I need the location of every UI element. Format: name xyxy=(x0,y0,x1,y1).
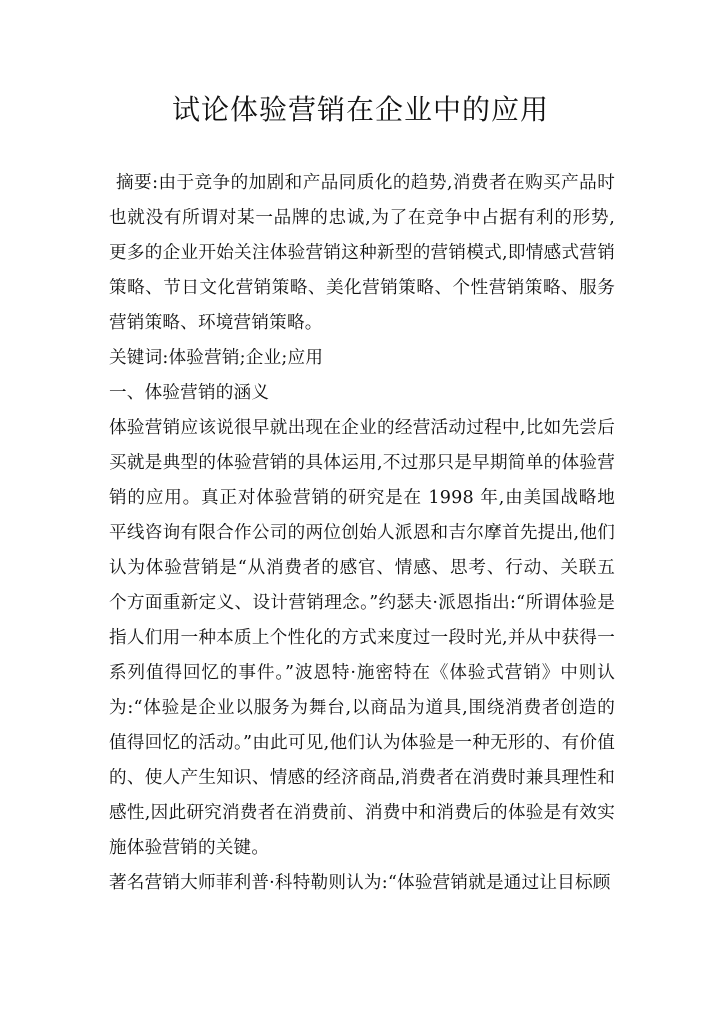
keywords-paragraph: 关键词:体验营销;企业;应用 xyxy=(109,348,324,368)
document-title: 试论体验营销在企业中的应用 xyxy=(171,93,549,126)
document-body xyxy=(109,166,615,901)
body-paragraph: 体验营销应该说很早就出现在企业的经营活动过程中,比如先尝后买就是典型的体验营销的具体运用,不过那只是早期简单的体验营销的应用。真正对体验营销的研究是在 1998 年,由美国战略地平线咨询有限合作公司的两位创始人派恩和吉尔摩首先提出,他们认为体验营销是“从消费者的感官、情感、思考、行动、关联五个方面重新定义、设计营销理念。”约瑟夫·派恩指出:“所谓体验是指人们用一种本质上个性化的方式来度过一段时光,并从中获得一系列值得回忆的事件。”波恩特·施密特在《体验式营销》中则认为:“体验是企业以服务为舞台,以商品为道具,围绕消费者创造的值得回忆的活动。”由此可见,他们认为体验是一种无形的、有价值的、使人产生知识、情感的经济商品,消费者在消费时兼具理性和感性,因此研究消费者在消费前、消费中和消费后的体验是有效实施体验营销的关键。 xyxy=(109,418,615,858)
section-heading: 一、体验营销的涵义 xyxy=(109,383,270,403)
abstract-paragraph: 摘要:由于竞争的加剧和产品同质化的趋势,消费者在购买产品时也就没有所谓对某一品牌的忠诚,为了在竞争中占据有利的形势,更多的企业开始关注体验营销这种新型的营销模式,即情感式营销策略、节日文化营销策略、美化营销策略、个性营销策略、服务营销策略、环境营销策略。 xyxy=(109,173,615,333)
body-paragraph: 著名营销大师菲利普·科特勒则认为:“体验营销就是通过让目标顾 xyxy=(109,873,611,893)
